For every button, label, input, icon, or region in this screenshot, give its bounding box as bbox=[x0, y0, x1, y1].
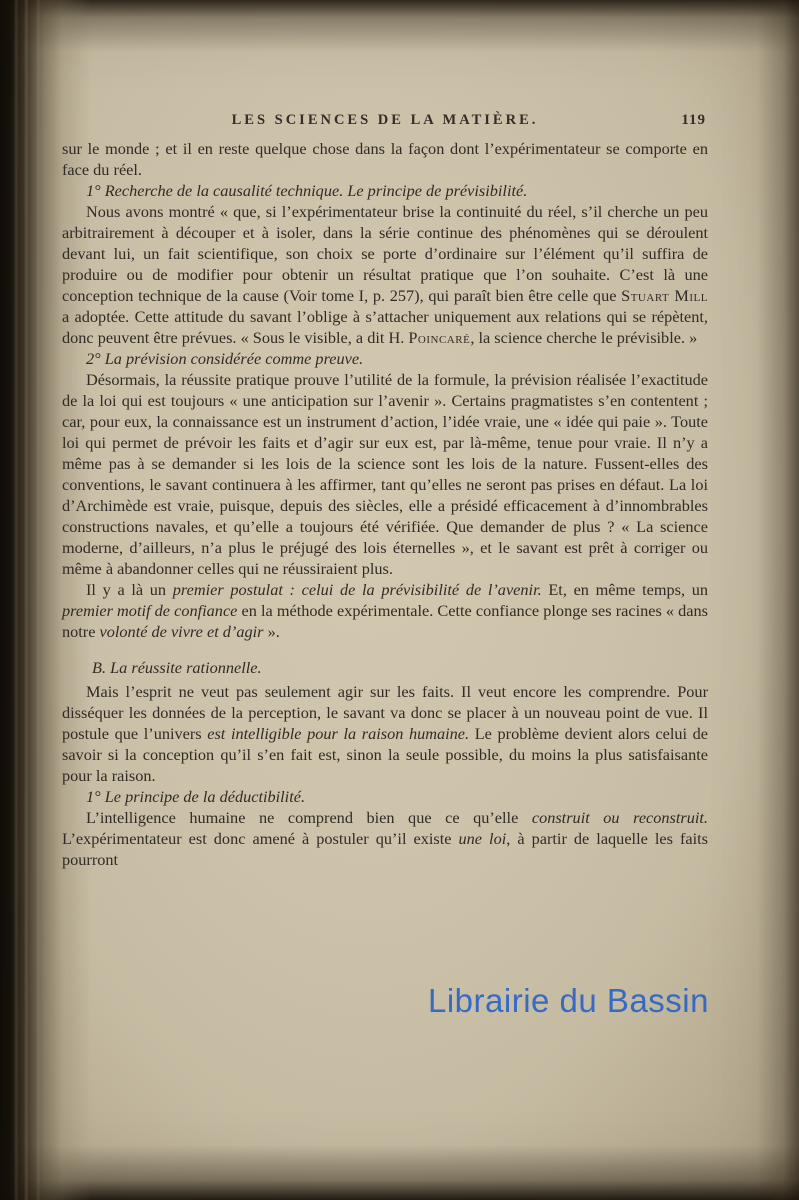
paragraph-continuation: sur le monde ; et il en reste quelque chose dans la façon dont l’expérimentateur se comporte en face du réel. bbox=[62, 139, 708, 179]
page-body bbox=[62, 138, 708, 870]
paragraph-premier-postulat: Il y a là un premier postulat : celui de la prévisibilité de l’avenir. Et, en même temps, un premier motif de confiance en la méthode expérimentale. Cette confiance plonge ses racines « dans notre volonté de vivre et d’agir ». bbox=[62, 580, 709, 641]
running-title: LES SCIENCES DE LA MATIÈRE. bbox=[231, 112, 539, 128]
paragraph-intelligence-humaine: L’intelligence humaine ne comprend bien que ce qu’elle construit ou reconstruit. L’expérimentateur est donc amené à postuler qu’il existe une loi, à partir de laquelle les faits pourront bbox=[62, 808, 709, 869]
page-number: 119 bbox=[681, 112, 706, 128]
paragraph-mais-esprit: Mais l’esprit ne veut pas seulement agir sur les faits. Il veut encore les comprendre. Pour disséquer les données de la perception, le savant va donc se placer à un nouveau point de vue. Il postule que l’univers est intelligible pour la raison humaine. Le problème devient alors celui de savoir si la conception qu’il s’en fait est, sinon la seule possible, du moins la plus satisfaisante pour la raison. bbox=[62, 682, 709, 785]
heading-prevision-preuve: 2° La prévision considérée comme preuve. bbox=[86, 349, 364, 368]
bookseller-watermark: Librairie du Bassin bbox=[428, 982, 709, 1019]
page-header bbox=[62, 112, 708, 134]
paragraph-desormais: Désormais, la réussite pratique prouve l’utilité de la formule, la prévision réalisée l’exactitude de la loi qui est toujours « une anticipation sur l’avenir ». Certains pragmatistes s’en contentent ; car, pour eux, la connaissance est un instrument d’action, l’idée vraie, une « idée qui paie ». Toute loi qui permet de prévoir les faits et d’agir sur eux est, par là-même, tenue pour vraie. Il n’y a même pas à se demander si les lois de la science sont les lois de la nature. Fussent-elles des conventions, le savant continuera à les affirmer, tant qu’elles ne seront pas prises en défaut. La loi d’Archimède est vraie, puisque, depuis des siècles, elle a présidé efficacement à d’innombrables constructions navales, et qu’elle a toujours été vérifiée. Que demander de plus ? « La science moderne, d’ailleurs, n’a plus le préjugé des lois éternelles », et le savant est prêt à corriger ou même à abandonner celles qui ne réussiraient plus. bbox=[62, 370, 708, 578]
heading-deductibilite: 1° Le principe de la déductibilité. bbox=[86, 787, 306, 806]
heading-recherche-causalite: 1° Recherche de la causalité technique. Le principe de prévisibilité. bbox=[86, 181, 528, 200]
paragraph-nous-avons-montre: Nous avons montré « que, si l’expérimentateur brise la continuité du réel, s’il cherche un peu arbitrairement à découper et à isoler, dans la série continue des phénomènes qui se déroulent devant lui, un fait scientifique, son choix se porte d’ordinaire sur l’élément qu’il suffira de produire ou de modifier pour obtenir un résultat pratique que l’on souhaite. C’est là une conception technique de la cause (Voir tome I, p. 257), qui paraît bien être celle que Stuart Mill a adoptée. Cette attitude du savant l’oblige à s’attacher uniquement aux relations qui se répètent, donc peuvent être prévues. « Sous le visible, a dit H. Poincaré, la science cherche le prévisible. » bbox=[62, 202, 708, 347]
heading-reussite-rationnelle: B. La réussite rationnelle. bbox=[92, 658, 262, 677]
